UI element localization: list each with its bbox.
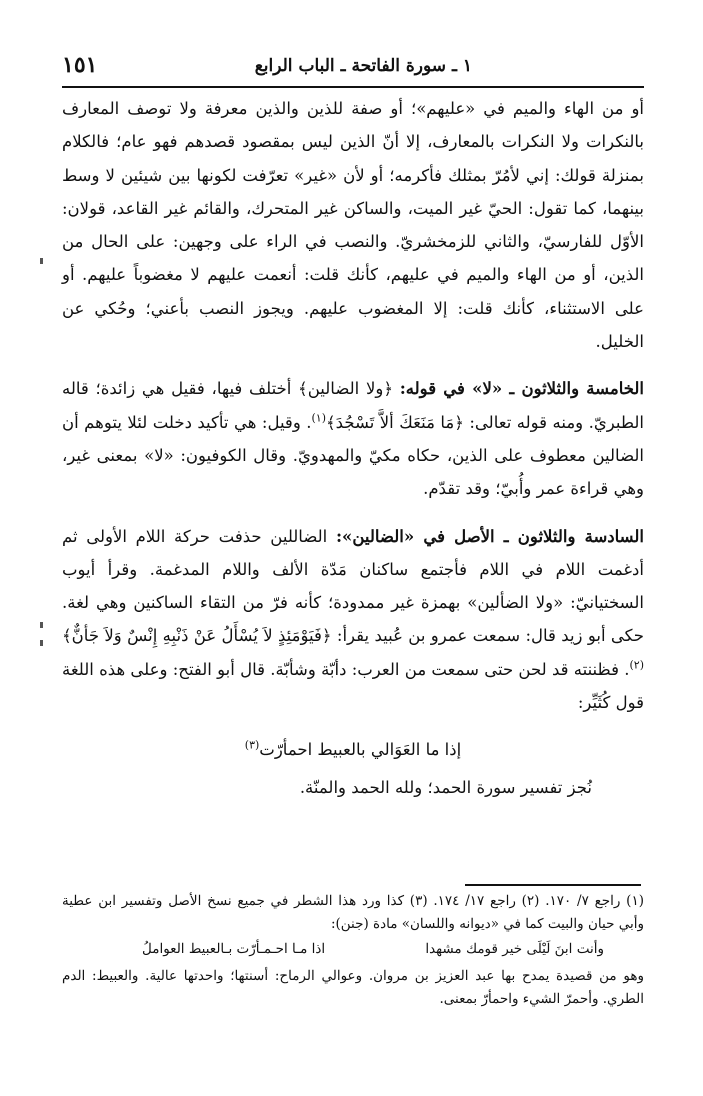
paragraph-35 <box>62 372 644 505</box>
main-text <box>62 92 644 804</box>
footnote-line-2: وهو من قصيدة يمدح بها عبد العزيز بن مروان. وعوالي الرماح: أسنتها؛ واحدتها عالية. والعبيط: الدم الطري. وأحمرّ الشيء واحمأرّ بمعنى. <box>62 968 644 1007</box>
poem-second-hemistich: اذا مـا احـمـأرّت بـالعبيط العواملُ <box>142 941 326 957</box>
header-rule <box>62 86 644 88</box>
margin-mark <box>40 622 43 628</box>
page-number: ١٥١ <box>62 52 98 78</box>
chapter-title: ١ ـ سورة الفاتحة ـ الباب الرابع <box>254 56 472 76</box>
footnote-rule <box>465 884 641 886</box>
footnote-ref-3: (٣) <box>244 738 260 752</box>
paragraph-35-text-a: ﴿ولا الضالين﴾ أختلف فيها، فقيل هي زائدة؛ قاله الطبريّ. ومنه قوله تعالى: ﴿مَا مَنَعَكَ ألاَّ تَسْجُدَ﴾ <box>62 379 644 432</box>
verse-text: إذا ما العَوَالي بالعبيط احمأرّت <box>259 740 462 760</box>
paragraph-36 <box>62 520 644 720</box>
paragraph-36-text-b: . فظننته قد لحن حتى سمعت من العرب: دأبّة وشأبّة. قال أبو الفتح: وعلى هذه اللغة قول كُثَيِّر: <box>62 659 644 713</box>
footnote-ref-1: (١) <box>311 411 327 425</box>
poetry-verse <box>62 733 644 766</box>
footnotes <box>62 890 644 1011</box>
paragraph-1: أو من الهاء والميم في «عليهم»؛ أو صفة للذين والذين معرفة ولا توصف المعارف بالنكرات ولا النكرات بالمعارف، إلا أنّ الذين ليس بمقصود قصدهم فهو عام؛ فالكلام بمنزلة قولك: إني لأمُرّ بمثلك فأكرمه؛ أو لأن «غير» تعرّفت لكونها بين شيئين لا وسط بينهما، كما تقول: الحيّ غير الميت، والساكن غير المتحرك، والقائم غير القاعد، قولان: الأوّل للفارسيّ، والثاني للزمخشريّ. والنصب في الراء على وجهين: على الحال من الذين، أو من الهاء والميم في عليهم، كأنك قلت: أنعمت عليهم لا مغضوباً عليهم. أو على الاستثناء، كأنك قلت: إلا المغضوب عليهم. ويجوز النصب بأعني؛ وحُكي عن الخليل. <box>62 99 644 352</box>
running-header <box>62 48 642 88</box>
section-36-heading: السادسة والثلاثون ـ الأصل في «الضالين»: <box>335 526 644 546</box>
footnote-poem <box>62 938 644 961</box>
paragraph-35-text-b: . وقيل: هي تأكيد دخلت لئلا يتوهم أن الضالين معطوف على الذين، حكاه مكيّ والمهدويّ. وقال الكوفيون: «لا» بمعنى غير، وهي قراءة عمر وأُبيّ؛ وقد تقدّم. <box>62 412 644 499</box>
footnote-ref-2: (٢) <box>629 658 644 672</box>
section-35-heading: الخامسة والثلاثون ـ «لا» في قوله: <box>399 379 644 399</box>
closing-line: نُجز تفسير سورة الحمد؛ ولله الحمد والمنّة. <box>299 777 592 797</box>
poem-first-hemistich: وأنت ابنَ لَيْلَى خير قومك مشهدا <box>425 941 604 957</box>
margin-mark <box>40 258 43 264</box>
margin-mark <box>40 640 43 646</box>
footnote-line-1: (١) راجع ٧/ ١٧٠. (٢) راجع ١٧/ ١٧٤. (٣) كذا ورد هذا الشطر في جميع نسخ الأصل وتفسير ابن عطية وأبي حيان والبيت كما في «ديوانه واللسان» مادة (جنن): <box>62 893 644 932</box>
paragraph-36-text-a: الضاللين حذفت حركة اللام الأولى ثم أدغمت اللام في اللام فأجتمع ساكنان مَدّة الألف واللام المدغمة. وقرأ أيوب السختيانيّ: «ولا الضألين» بهمزة غير ممدودة؛ كأنه فرّ من التقاء الساكنين وهي لغة. حكى أبو زيد قال: سمعت عمرو بن عُبيد يقرأ: ﴿فَيَوْمَئِذٍ لاَ يُسْأَلُ عَنْ ذَنْبِهِ إِنْسٌ وَلاَ جَأنٌّ﴾ <box>62 526 644 646</box>
